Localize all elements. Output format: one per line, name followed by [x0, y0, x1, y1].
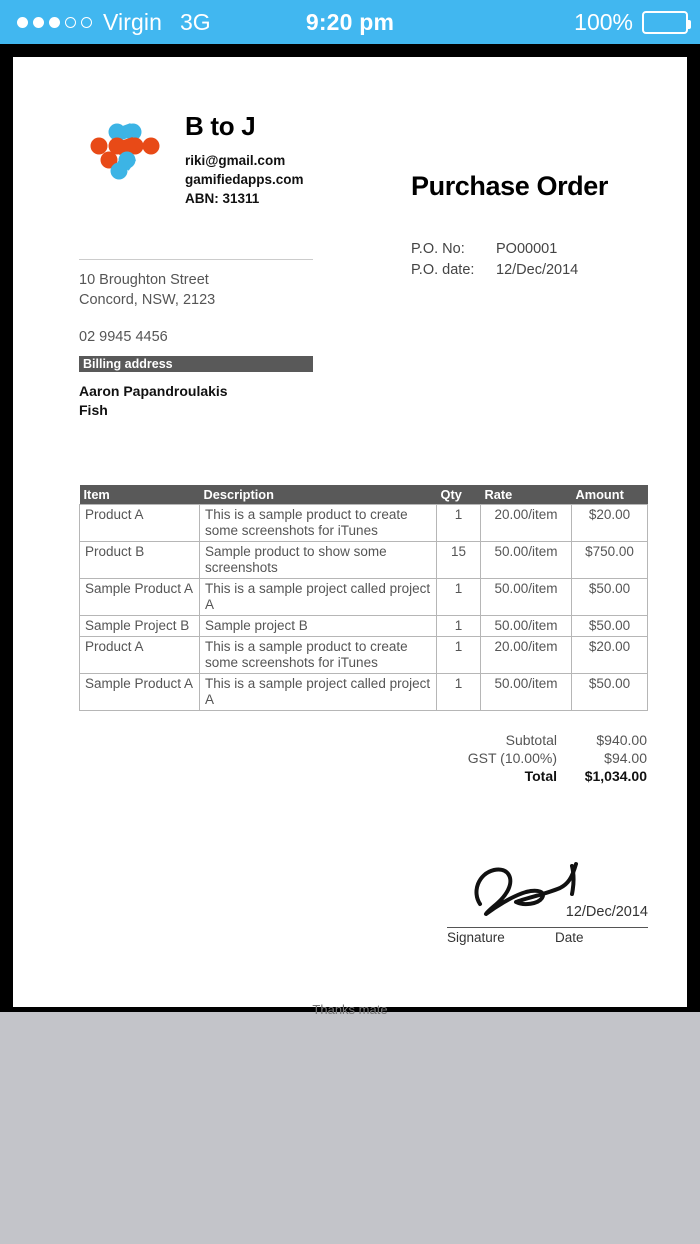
cell-rate: 20.00/item: [481, 505, 572, 542]
purchase-order-meta: [411, 239, 578, 281]
table-row: [80, 674, 648, 711]
table-row: [80, 542, 648, 579]
po-number-value: PO00001: [496, 241, 558, 257]
company-abn: ABN: 31311: [185, 191, 260, 206]
billing-company-name: Fish: [79, 402, 108, 418]
gst-label: GST (10.00%): [467, 750, 557, 766]
cell-amount: $20.00: [572, 637, 648, 674]
battery-icon: [642, 11, 688, 34]
cell-amount: $20.00: [572, 505, 648, 542]
header-divider: [79, 259, 313, 260]
po-date-row: [411, 260, 578, 281]
cell-amount: $50.00: [572, 674, 648, 711]
cell-rate: 50.00/item: [481, 579, 572, 616]
line-items-table: [79, 485, 648, 711]
status-bar: [0, 0, 700, 44]
cell-item: Sample Project B: [80, 616, 200, 637]
signature-label: Signature: [447, 930, 505, 945]
clock-label: 9:20 pm: [305, 8, 395, 35]
signature-line: [447, 927, 648, 928]
signature-date-value: 12/Dec/2014: [565, 904, 648, 920]
battery-status: [574, 9, 688, 36]
cell-qty: 1: [437, 637, 481, 674]
cell-item: Product A: [80, 637, 200, 674]
grand-total-label: Total: [524, 768, 557, 784]
supplier-address: [79, 271, 215, 310]
po-date-label: P.O. date:: [411, 262, 475, 278]
table-row: [80, 505, 648, 542]
cell-item: Product B: [80, 542, 200, 579]
supplier-address-line2: Concord, NSW, 2123: [79, 291, 216, 308]
po-date-value: 12/Dec/2014: [496, 262, 579, 278]
cell-qty: 1: [437, 505, 481, 542]
table-header-row: [80, 485, 648, 505]
table-row: [80, 579, 648, 616]
cell-qty: 15: [437, 542, 481, 579]
gst-value: $94.00: [604, 750, 647, 766]
company-name: B to J: [185, 111, 256, 141]
cell-description: This is a sample product to create some screenshots for iTunes: [200, 637, 437, 674]
cell-description: This is a sample product to create some screenshots for iTunes: [200, 505, 437, 542]
battery-nub: [688, 20, 691, 29]
po-number-row: [411, 239, 578, 260]
cell-description: Sample project B: [200, 616, 437, 637]
cell-qty: 1: [437, 579, 481, 616]
battery-percent-label: 100%: [574, 8, 633, 35]
network-type-label: 3G: [180, 8, 211, 35]
cell-amount: $750.00: [572, 542, 648, 579]
cell-amount: $50.00: [572, 579, 648, 616]
table-row: [80, 616, 648, 637]
gst-row: [393, 749, 647, 767]
subtotal-label: Subtotal: [505, 732, 557, 748]
purchase-order-document: [13, 57, 687, 1017]
subtotal-value: $940.00: [596, 732, 647, 748]
cell-item: Sample Product A: [80, 579, 200, 616]
signature-area: [433, 852, 648, 945]
supplier-address-line1: 10 Broughton Street: [79, 272, 209, 288]
date-label: Date: [555, 930, 584, 945]
company-website: gamifiedapps.com: [185, 172, 304, 187]
table-row: [80, 637, 648, 674]
cell-description: This is a sample project called project A: [200, 674, 437, 711]
billing-address-block: [79, 382, 228, 420]
cell-rate: 50.00/item: [481, 542, 572, 579]
cell-description: Sample product to show some screenshots: [200, 542, 437, 579]
company-logo-icon: [79, 100, 171, 192]
device-frame: [0, 44, 700, 1017]
supplier-phone: 02 9945 4456: [79, 329, 168, 345]
totals-block: [393, 731, 647, 785]
cell-item: Product A: [80, 505, 200, 542]
cell-qty: 1: [437, 674, 481, 711]
billing-contact-name: Aaron Papandroulakis: [79, 383, 228, 399]
billing-address-heading: Billing address: [79, 356, 313, 372]
cell-rate: 50.00/item: [481, 616, 572, 637]
column-header-rate: Rate: [481, 485, 572, 505]
column-header-amount: Amount: [572, 485, 648, 505]
carrier-label: Virgin: [103, 8, 162, 35]
cell-description: This is a sample project called project A: [200, 579, 437, 616]
cell-qty: 1: [437, 616, 481, 637]
po-number-label: P.O. No:: [411, 241, 465, 257]
page-title: Purchase Order: [411, 171, 608, 201]
column-header-description: Description: [200, 485, 437, 505]
cell-rate: 50.00/item: [481, 674, 572, 711]
company-contact-block: [185, 151, 304, 208]
cell-amount: $50.00: [572, 616, 648, 637]
company-email: riki@gmail.com: [185, 153, 286, 168]
grand-total-value: $1,034.00: [584, 768, 647, 784]
footer-note: Thanks mate: [312, 1002, 388, 1017]
column-header-qty: Qty: [437, 485, 481, 505]
cell-rate: 20.00/item: [481, 637, 572, 674]
column-header-item: Item: [80, 485, 200, 505]
cell-item: Sample Product A: [80, 674, 200, 711]
subtotal-row: [393, 731, 647, 749]
grand-total-row: [393, 767, 647, 785]
